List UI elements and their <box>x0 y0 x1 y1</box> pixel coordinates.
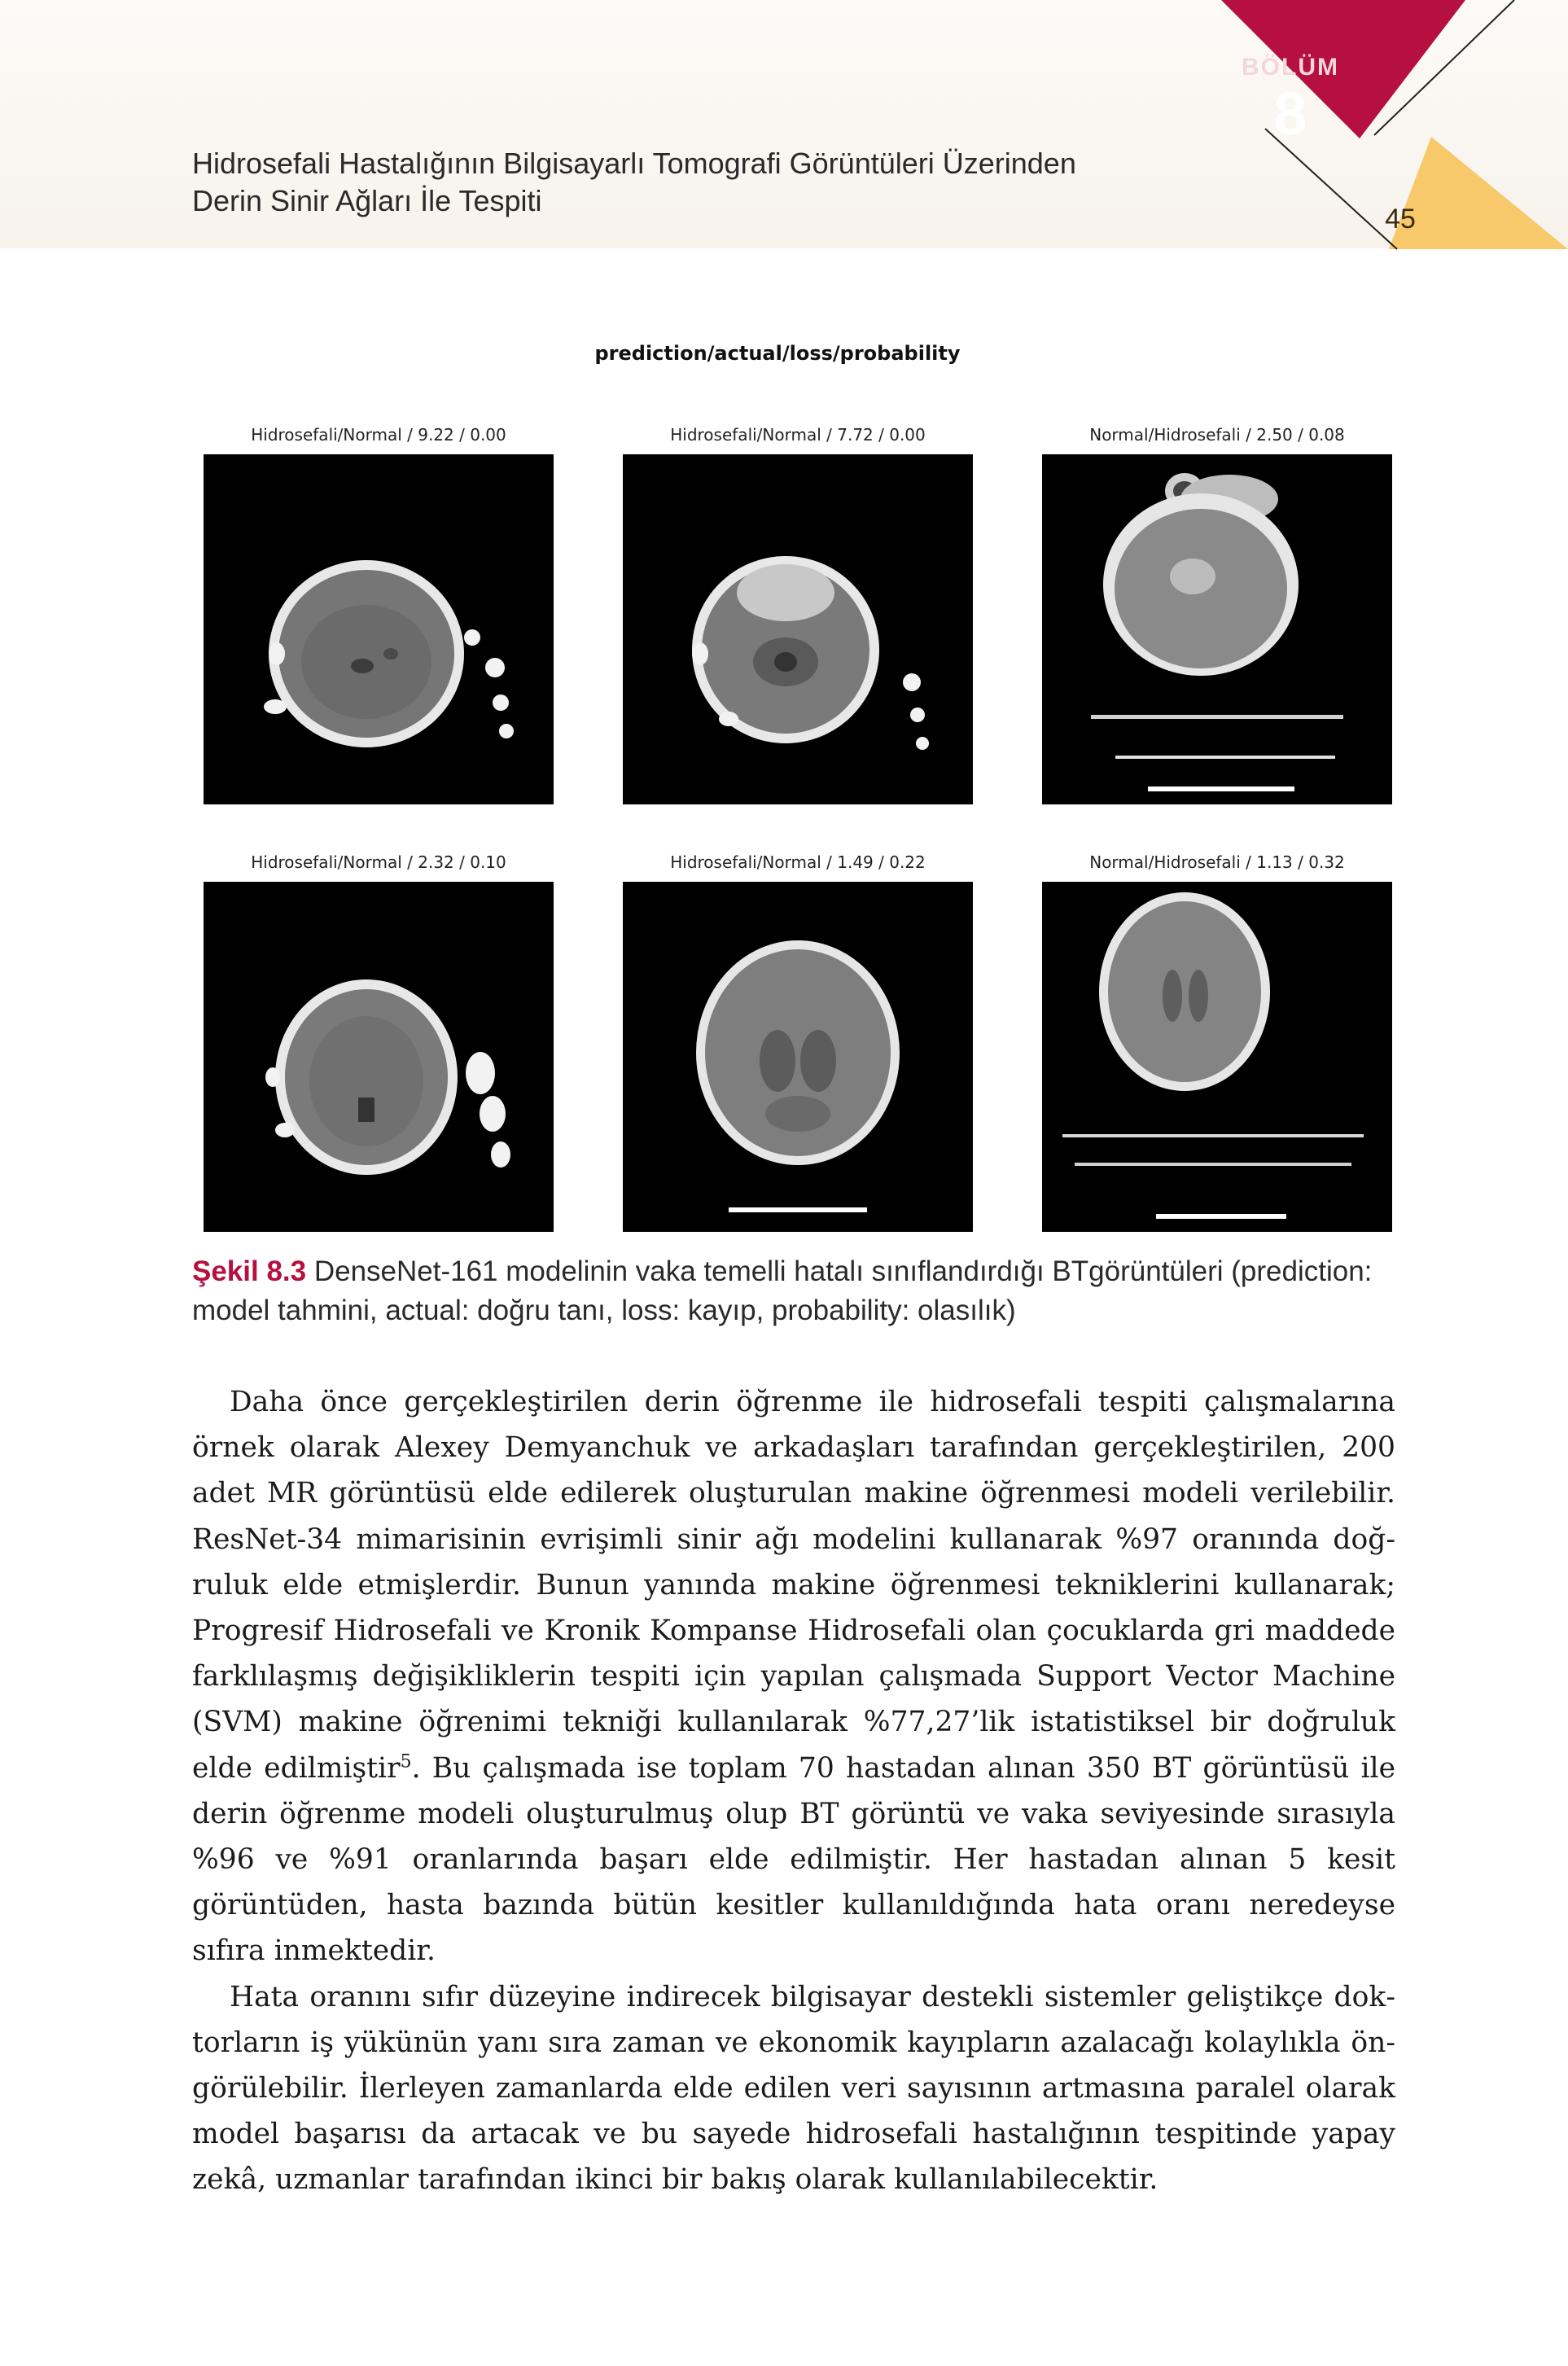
footnote-reference: 5 <box>400 1751 412 1772</box>
panel-title: Hidrosefali/Normal / 2.32 / 0.10 <box>251 852 506 872</box>
chapter-number: 8 <box>1273 80 1307 147</box>
ct-image-3 <box>1042 454 1392 804</box>
figure-suptitle: prediction/actual/loss/probability <box>594 342 961 365</box>
ct-image-6 <box>1042 882 1392 1232</box>
running-header-line-2: Derin Sinir Ağları İle Tespiti <box>192 184 542 217</box>
paragraph-2: Hata oranını sıfır düzeyine indirecek bilgisayar destekli sistemler geliştikçe doktorların iş yükünün yanı sıra zaman ve ekonomik kayıpların azalacağı kolaylıkla öngörülebilir. İlerleyen zamanlarda elde edilen veri sayısının artmasına paralel olarak model başarısı da artacak ve bu sayede hidrosefali hastalığının tespitinde yapay zekâ, uzmanlar tarafından ikinci bir bakış olarak kullanılabilecektir. <box>192 1980 1395 2197</box>
paragraph-1-part-b: . Bu çalışmada ise toplam 70 hastadan alınan 350 BT görüntüsü ile derin öğrenme modeli oluşturulmuş olup BT görüntü ve vaka seviyesinde sırasıyla %96 ve %91 oranlarında başarı elde edilmiştir. Her hastadan alınan 5 kesit görüntüden, hasta bazında bütün kesitler kullanıldığında hata oranı neredeyse sıfıra inmektedir. <box>192 1751 1395 1968</box>
figure-caption <box>192 1252 1397 1330</box>
ct-image-1 <box>204 454 554 804</box>
ct-image-2 <box>623 454 973 804</box>
panel-title: Hidrosefali/Normal / 7.72 / 0.00 <box>670 425 926 445</box>
paragraph-1-part-a: Daha önce gerçekleştirilen derin öğrenme ile hidrosefali tespiti çalışmalarına örnek olarak Alexey Demyanchuk ve arkadaşları tarafından gerçekleştirilen, 200 adet MR görüntüsü elde edilerek oluşturulan makine öğrenmesi modeli verilebilir. ResNet-34 mimarisinin evrişimli sinir ağı modelini kullanarak %97 oranında doğruluk elde etmişlerdir. Bunun yanında makine öğrenmesi tekniklerini kullanarak; Progresif Hidrosefali ve Kronik Kompanse Hidrosefali olan çocuklarda gri maddede farklılaşmış değişikliklerin tespiti için yapılan çalışmada Support Vector Machine (SVM) makine öğrenimi tekniği kullanılarak %77,27’lik istatistiksel bir doğruluk elde edilmiştir <box>192 1386 1395 1785</box>
caption-text: DenseNet-161 modelinin vaka temelli hatalı sınıflandırdığı BTgörüntüleri (prediction: model tahmini, actual: doğru tanı, loss: kayıp, probability: olasılık) <box>192 1255 1373 1326</box>
body-text <box>192 1379 1395 2203</box>
chapter-label: BÖLÜM <box>1242 54 1339 81</box>
running-header <box>192 145 1169 220</box>
panel-title: Hidrosefali/Normal / 9.22 / 0.00 <box>251 425 506 445</box>
figure-ct-grid <box>195 334 1400 1242</box>
panel-title: Hidrosefali/Normal / 1.49 / 0.22 <box>670 852 926 872</box>
figure-label: Şekil 8.3 <box>192 1255 307 1287</box>
running-header-line-1: Hidrosefali Hastalığının Bilgisayarlı Tomografi Görüntüleri Üzerinden <box>192 147 1076 180</box>
panel-title: Normal/Hidrosefali / 2.50 / 0.08 <box>1089 425 1345 445</box>
page-number: 45 <box>1385 204 1416 234</box>
ct-image-4 <box>204 882 554 1232</box>
paragraph-1 <box>192 1379 1395 1974</box>
ct-image-5 <box>623 882 973 1232</box>
panel-title: Normal/Hidrosefali / 1.13 / 0.32 <box>1089 852 1345 872</box>
